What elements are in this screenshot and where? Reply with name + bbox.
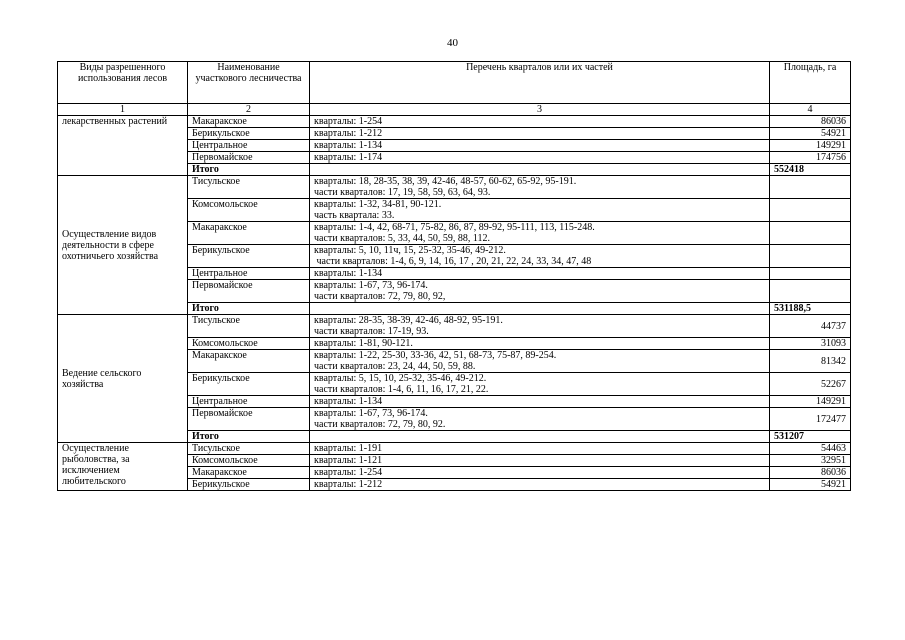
total-label: Итого [188,303,310,315]
quarters-cell [310,176,770,199]
quarters-cell [310,222,770,245]
quarters-cell [310,350,770,373]
quarters-line: кварталы: 28-35, 38-39, 42-46, 48-92, 95-191. [314,315,503,326]
quarters-cell [310,128,770,140]
table-body [58,116,851,491]
quarters-cell [310,140,770,152]
empty-cell [310,164,770,176]
quarters-line: кварталы: 1-121 [314,455,383,466]
quarters-line: части кварталов: 5, 33, 44, 50, 59, 88, 112. [314,233,491,244]
quarters-line: часть квартала: 33. [314,210,395,221]
quarters-cell [310,467,770,479]
quarters-line: кварталы: 1-212 [314,128,383,139]
quarters-line: кварталы: 1-32, 34-81, 90-121. [314,199,442,210]
quarters-line: кварталы: 1-212 [314,479,383,490]
quarters-cell [310,268,770,280]
area-cell: 54463 [770,443,851,455]
area-cell: 174756 [770,152,851,164]
forestry-cell: Тисульское [188,315,310,338]
quarters-line: части кварталов: 72, 79, 80, 92. [314,419,446,430]
quarters-line: кварталы: 1-134 [314,396,383,407]
column-number: 2 [188,104,310,116]
quarters-line: части кварталов: 72, 79, 80, 92, [314,291,446,302]
forestry-cell: Макаракское [188,350,310,373]
area-cell: 149291 [770,396,851,408]
table-row [58,116,851,128]
quarters-line: кварталы: 1-191 [314,443,383,454]
forestry-cell: Центральное [188,140,310,152]
forestry-cell: Тисульское [188,176,310,199]
forestry-cell: Комсомольское [188,199,310,222]
quarters-line: кварталы: 18, 28-35, 38, 39, 42-46, 48-57, 60-62, 65-92, 95-191. [314,176,577,187]
quarters-line: кварталы: 1-22, 25-30, 33-36, 42, 51, 68-73, 75-87, 89-254. [314,350,557,361]
area-cell: 149291 [770,140,851,152]
forestry-cell: Первомайское [188,152,310,164]
table-header-row [58,62,851,104]
quarters-line: части кварталов: 17-19, 93. [314,326,429,337]
area-cell [770,222,851,245]
forestry-cell: Тисульское [188,443,310,455]
area-cell: 54921 [770,128,851,140]
header-forestry: Наименование участкового лесничества [188,62,310,104]
empty-cell [310,303,770,315]
quarters-line: кварталы: 1-254 [314,467,383,478]
empty-cell [310,431,770,443]
header-area: Площадь, га [770,62,851,104]
area-cell: 44737 [770,315,851,338]
column-number: 1 [58,104,188,116]
forestry-cell: Комсомольское [188,338,310,350]
quarters-line: кварталы: 1-174 [314,152,383,163]
quarters-line: кварталы: 1-134 [314,268,383,279]
use-type-cell: Осуществление видов деятельности в сфере охотничьего хозяйства [58,176,188,315]
total-label: Итого [188,431,310,443]
total-label: Итого [188,164,310,176]
quarters-line: кварталы: 1-254 [314,116,383,127]
forestry-cell: Центральное [188,268,310,280]
quarters-cell [310,199,770,222]
quarters-cell [310,373,770,396]
table-row [58,176,851,199]
quarters-line: кварталы: 1-67, 73, 96-174. [314,280,428,291]
area-cell: 32951 [770,455,851,467]
quarters-line: кварталы: 5, 15, 10, 25-32, 35-46, 49-212. [314,373,487,384]
header-use-type: Виды разрешенного использования лесов [58,62,188,104]
quarters-cell [310,280,770,303]
quarters-cell [310,455,770,467]
quarters-cell [310,479,770,491]
quarters-cell [310,116,770,128]
area-cell [770,280,851,303]
quarters-line: кварталы: 1-134 [314,140,383,151]
area-cell: 172477 [770,408,851,431]
quarters-line: кварталы: 5, 10, 11ч, 15, 25-32, 35-46, 49-212. [314,245,506,256]
forestry-cell: Берикульское [188,245,310,268]
forestry-cell: Берикульское [188,479,310,491]
column-number: 3 [310,104,770,116]
column-number-row [58,104,851,116]
total-area: 531207 [770,431,851,443]
forestry-cell: Комсомольское [188,455,310,467]
forestry-cell: Макаракское [188,116,310,128]
quarters-cell [310,408,770,431]
forestry-cell: Берикульское [188,128,310,140]
area-cell [770,245,851,268]
forestry-cell: Первомайское [188,408,310,431]
forest-use-table [57,61,851,491]
quarters-line: кварталы: 1-4, 42, 68-71, 75-82, 86, 87, 89-92, 95-111, 113, 115-248. [314,222,595,233]
forestry-cell: Макаракское [188,222,310,245]
area-cell: 86036 [770,116,851,128]
area-cell: 54921 [770,479,851,491]
area-cell: 52267 [770,373,851,396]
column-number: 4 [770,104,851,116]
use-type-cell: Осуществление рыболовства, за исключением любительского [58,443,188,491]
quarters-line: части кварталов: 17, 19, 58, 59, 63, 64, 93. [314,187,491,198]
header-quarters: Перечень кварталов или их частей [310,62,770,104]
quarters-line: кварталы: 1-67, 73, 96-174. [314,408,428,419]
area-cell [770,176,851,199]
quarters-cell [310,245,770,268]
area-cell [770,268,851,280]
quarters-line: части кварталов: 23, 24, 44, 50, 59, 88. [314,361,476,372]
table-row [58,443,851,455]
page-number: 40 [447,37,458,49]
use-type-cell: лекарственных растений [58,116,188,176]
quarters-cell [310,443,770,455]
area-cell [770,199,851,222]
forestry-cell: Берикульское [188,373,310,396]
area-cell: 81342 [770,350,851,373]
quarters-cell [310,315,770,338]
quarters-line: части кварталов: 1-4, 6, 11, 16, 17, 21, 22. [314,384,489,395]
quarters-line: кварталы: 1-81, 90-121. [314,338,413,349]
forestry-cell: Центральное [188,396,310,408]
forestry-cell: Макаракское [188,467,310,479]
quarters-cell [310,338,770,350]
quarters-cell [310,152,770,164]
area-cell: 86036 [770,467,851,479]
forestry-cell: Первомайское [188,280,310,303]
area-cell: 31093 [770,338,851,350]
table-row [58,315,851,338]
total-area: 531188,5 [770,303,851,315]
total-area: 552418 [770,164,851,176]
use-type-cell: Ведение сельского хозяйства [58,315,188,443]
quarters-line: части кварталов: 1-4, 6, 9, 14, 16, 17 , 20, 21, 22, 24, 33, 34, 47, 48 [314,256,592,267]
quarters-cell [310,396,770,408]
